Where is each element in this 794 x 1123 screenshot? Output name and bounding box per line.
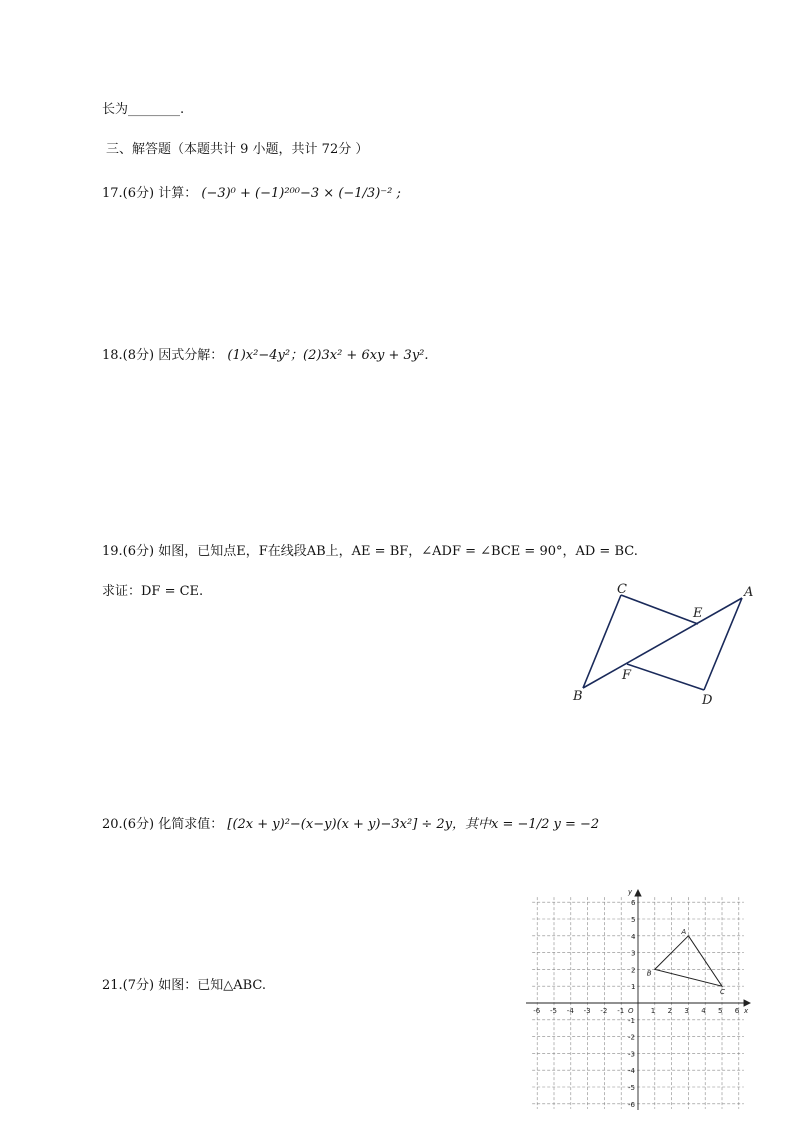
x-tick-label: 5 (718, 1007, 723, 1015)
label-f: F (622, 668, 632, 683)
y-tick-label: -3 (628, 1050, 635, 1059)
question-20 (102, 813, 599, 832)
q18-expression: (1)x²−4y²；(2)3x² + 6xy + 3y². (227, 348, 429, 363)
question-21: 21.(7分) 如图：已知△ABC. (102, 978, 267, 993)
x-axis-arrow-icon (744, 1000, 750, 1006)
x-tick-label: 2 (667, 1007, 673, 1015)
y-tick-label: 4 (631, 932, 636, 941)
x-tick-label: 1 (650, 1007, 656, 1015)
x-tick-label: -5 (550, 1007, 557, 1015)
label-c: C (617, 582, 627, 597)
x-tick-label: -3 (583, 1007, 591, 1015)
q16-blank: ________. (128, 102, 185, 117)
x-tick-label: 3 (684, 1007, 689, 1015)
y-tick-label: 1 (631, 983, 636, 992)
label-d: D (702, 693, 713, 708)
q17-label: 17.(6分) 计算： (102, 186, 198, 201)
x-tick-label: -6 (533, 1007, 541, 1015)
q16-tail (102, 98, 184, 117)
q21-coordinate-grid (524, 888, 756, 1114)
q17-expression: (−3)⁰ + (−1)²⁰⁰−3 × (−1/3)⁻² ; (201, 186, 401, 201)
label-a: A (744, 585, 754, 600)
y-tick-label: -5 (628, 1084, 635, 1092)
vertex-label-a: A (681, 927, 687, 936)
q16-text: 长为 (102, 102, 129, 117)
vertex-label-b: B (646, 969, 652, 978)
vertex-label-c: C (720, 988, 725, 997)
x-tick-label: -2 (600, 1007, 608, 1015)
y-tick-label: 6 (631, 899, 636, 908)
x-tick-label: 6 (734, 1007, 740, 1015)
y-axis-label: y (628, 888, 633, 896)
y-tick-label: -2 (628, 1033, 635, 1042)
segment-fd (627, 664, 704, 690)
segment-ad (704, 598, 742, 690)
y-tick-label: 2 (631, 966, 636, 975)
q19-figure (565, 578, 765, 710)
question-18 (102, 344, 429, 363)
question-19-proof: 求证：DF = CE. (102, 584, 204, 599)
y-tick-label: -1 (628, 1016, 635, 1025)
section-title: 三、解答题（本题共计 9 小题，共计 72分 ） (106, 142, 369, 157)
y-tick-label: 3 (631, 949, 636, 958)
q20-label: 20.(6分) 化简求值： (102, 817, 224, 832)
segment-ce (621, 595, 698, 624)
question-17 (102, 182, 401, 201)
question-19: 19.(6分) 如图，已知点E，F在线段AB上，AE = BF，∠ADF = ∠BCE = 90°，AD = BC. (102, 544, 638, 559)
q18-label: 18.(8分) 因式分解： (102, 348, 224, 363)
origin-label: O (628, 1007, 634, 1015)
label-e: E (693, 606, 703, 621)
x-tick-label: -1 (617, 1007, 625, 1015)
label-b: B (573, 689, 583, 704)
segment-cb (583, 595, 621, 688)
y-tick-label: -6 (628, 1100, 635, 1109)
segment-ab (583, 598, 742, 688)
x-axis-label: x (744, 1007, 749, 1015)
y-axis-arrow-icon (635, 890, 641, 896)
y-tick-label: 5 (631, 916, 636, 924)
x-tick-label: -4 (566, 1007, 574, 1015)
y-tick-label: -4 (628, 1067, 635, 1076)
x-tick-label: 4 (701, 1007, 706, 1015)
q20-expression: [(2x + y)²−(x−y)(x + y)−3x²] ÷ 2y，其中x = −1/2 y = −2 (227, 817, 600, 832)
